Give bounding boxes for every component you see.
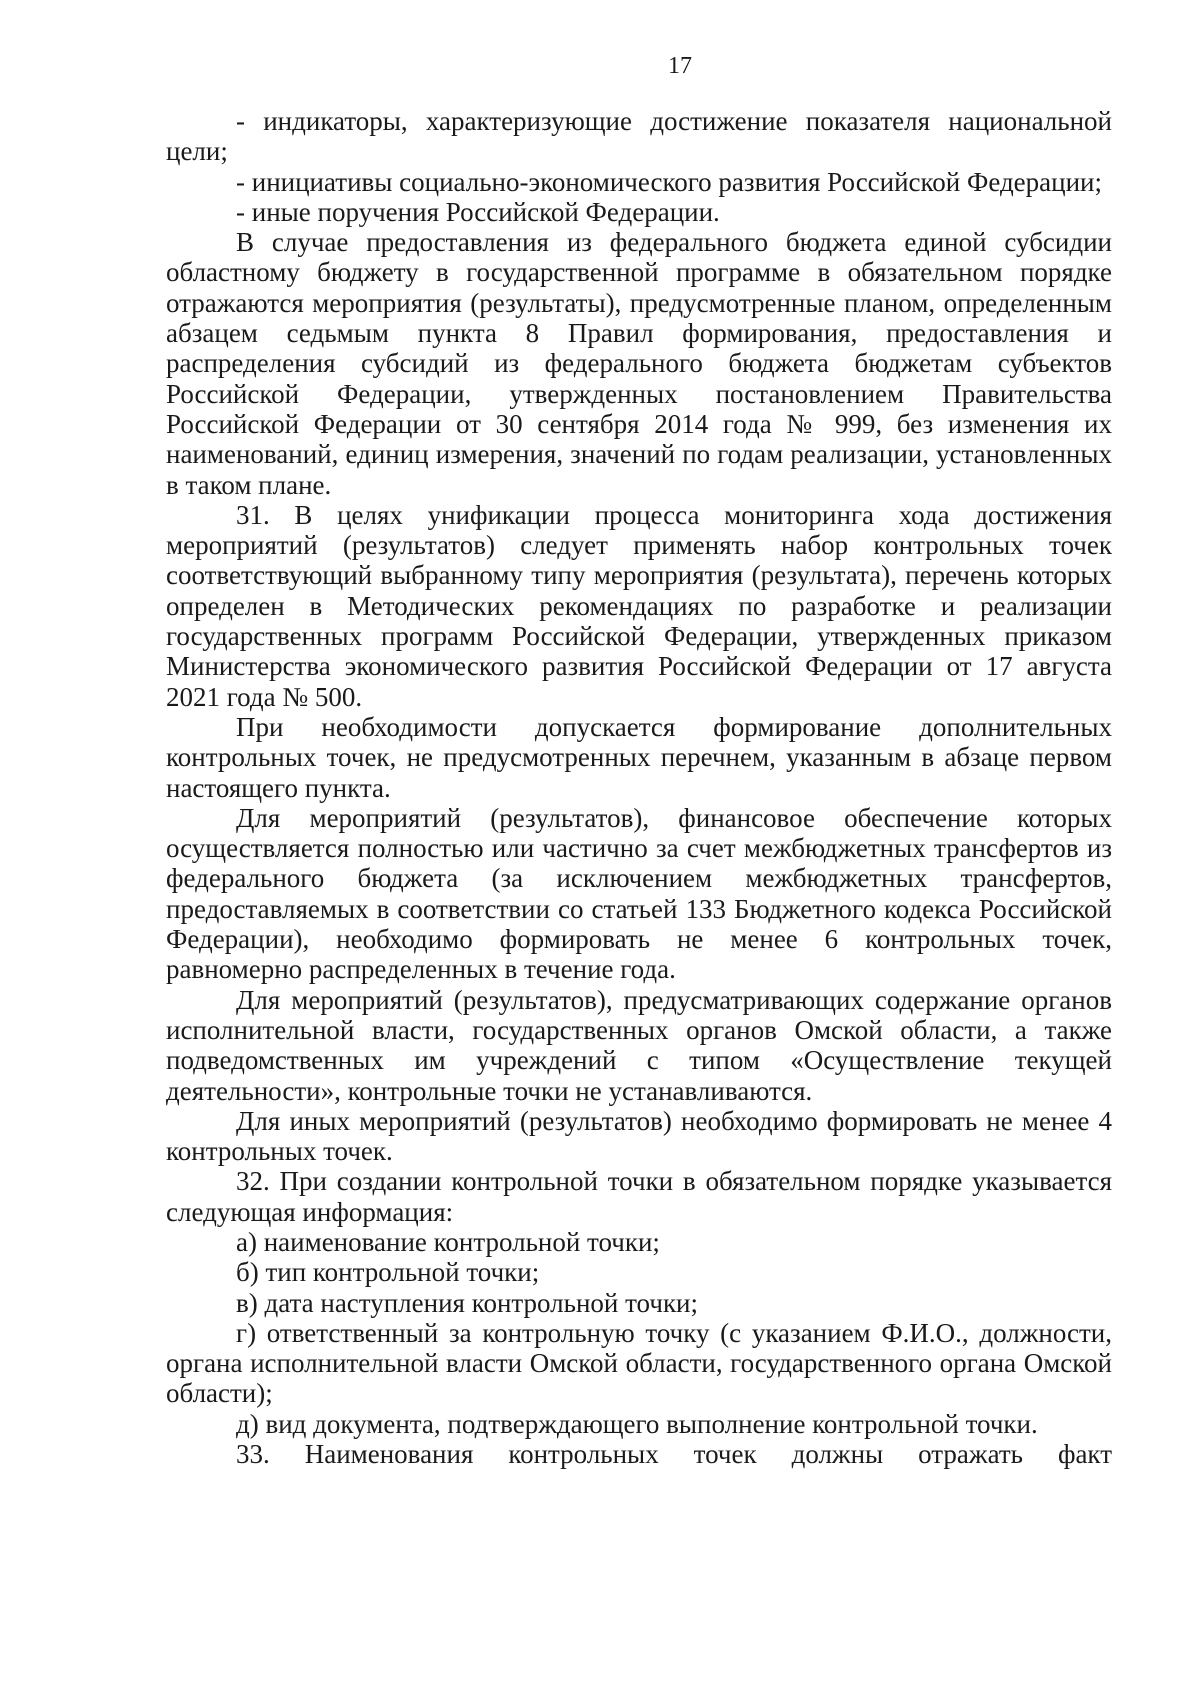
list-item-v: в) дата наступления контрольной точки; <box>236 1287 699 1318</box>
list-item-d: д) вид документа, подтверждающего выполнение контрольной точки. <box>236 1408 1038 1439</box>
paragraph-item-32: 32. При создании контрольной точки в обязательном порядке указывается следующая информация: <box>166 1166 1112 1227</box>
document-body <box>166 106 1112 1469</box>
paragraph-other-measures: Для иных мероприятий (результатов) необходимо формировать не менее 4 контрольных точек. <box>166 1105 1112 1167</box>
paragraph-other-instructions: - иные поручения Российской Федерации. <box>236 196 720 227</box>
list-item-a: а) наименование контрольной точки; <box>236 1226 660 1257</box>
paragraph-item-31: 31. В целях унификации процесса мониторинга хода достижения мероприятий (результатов) следует применять набор контрольных точек соответствующий выбранному типу мероприятия (результата), перечень которых определен в Методических рекомендациях по разработке и реализации государственных программ Российской Федерации, утвержденных приказом Министерства экономического развития Российской Федерации от 17 августа 2021 года № 500. <box>166 499 1112 712</box>
list-item-g: г) ответственный за контрольную точку (с указанием Ф.И.О., должности, органа исполнительной власти Омской области, государственного органа Омской области); <box>166 1317 1112 1409</box>
paragraph-maintenance-bodies: Для мероприятий (результатов), предусматривающих содержание органов исполнительной власти, государственных органов Омской области, а также подведомственных им учреждений с типом «Осуществление текущей деятельности», контрольные точки не устанавливаются. <box>166 984 1112 1106</box>
list-item-b: б) тип контрольной точки; <box>236 1257 540 1288</box>
paragraph-initiatives: - инициативы социально-экономического развития Российской Федерации; <box>236 166 1103 197</box>
paragraph-indicators: - индикаторы, характеризующие достижение показателя национальной цели; <box>166 106 1112 167</box>
paragraph-item-33: 33. Наименования контрольных точек должны отражать факт <box>236 1439 1112 1470</box>
paragraph-interbudget-transfers: Для мероприятий (результатов), финансовое обеспечение которых осуществляется полностью или частично за счет межбюджетных трансфертов из федерального бюджета (за исключением межбюджетных трансфертов, предоставляемых в соответствии со статьей 133 Бюджетного кодекса Российской Федерации), необходимо формировать не менее 6 контрольных точек, равномерно распределенных в течение года. <box>166 802 1112 985</box>
paragraph-additional-checkpoints: При необходимости допускается формирование дополнительных контрольных точек, не предусмотренных перечнем, указанным в абзаце первом настоящего пункта. <box>166 711 1112 803</box>
page-number: 17 <box>668 53 692 79</box>
paragraph-single-subsidy: В случае предоставления из федерального бюджета единой субсидии областному бюджету в государственной программе в обязательном порядке отражаются мероприятия (результаты), предусмотренные планом, определенным абзацем седьмым пункта 8 Правил формирования, предоставления и распределения субсидий из федерального бюджета бюджетам субъектов Российской Федерации, утвержденных постановлением Правительства Российской Федерации от 30 сентября 2014 года № 999, без изменения их наименований, единиц измерения, значений по годам реализации, установленных в таком плане. <box>166 227 1112 500</box>
